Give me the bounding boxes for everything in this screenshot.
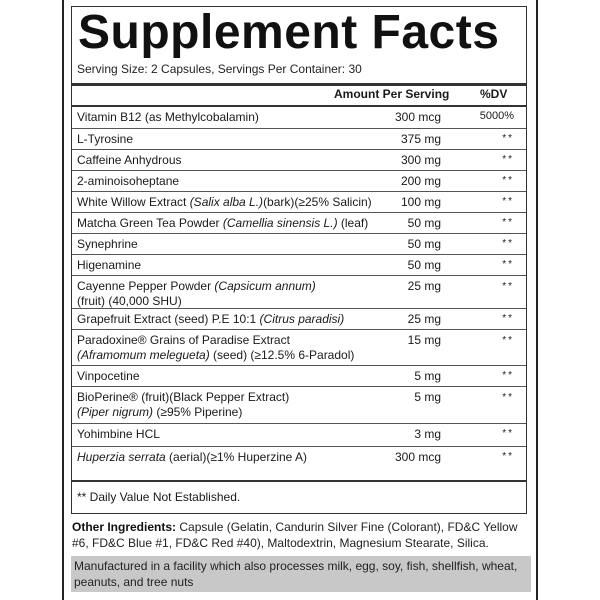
nutrient-name-text: Grapefruit Extract (seed) P.E 10:1 — [77, 312, 260, 326]
nutrient-name — [77, 132, 133, 147]
nutrient-row — [72, 386, 526, 424]
nutrient-daily-value: ** — [502, 259, 514, 270]
nutrient-daily-value: ** — [502, 133, 514, 144]
nutrient-name-text: Higenamine — [77, 258, 142, 272]
nutrient-amount: 200 mg — [400, 174, 441, 188]
nutrient-row — [72, 212, 526, 234]
nutrient-amount: 5 mg — [414, 369, 441, 383]
nutrient-row — [72, 170, 526, 192]
other-ingredients — [72, 519, 532, 551]
nutrient-name — [77, 312, 344, 327]
nutrient-row — [72, 149, 526, 171]
nutrient-daily-value: ** — [502, 238, 514, 249]
left-border-line — [62, 0, 64, 600]
nutrient-row — [72, 275, 526, 309]
nutrient-latin-name: Huperzia serrata — [77, 450, 166, 464]
nutrient-name — [77, 237, 138, 252]
nutrient-row — [72, 128, 526, 150]
supplement-facts-panel — [71, 6, 527, 514]
nutrient-latin-name: (Citrus paradisi) — [259, 312, 345, 326]
nutrient-name — [77, 369, 140, 384]
nutrient-latin-name-line2: (Piper nigrum) — [77, 405, 154, 419]
allergen-facility-notice: Manufactured in a facility which also processes milk, egg, soy, fish, shellfish, wheat, peanuts, and tree nuts — [71, 556, 531, 592]
nutrient-daily-value: ** — [502, 217, 514, 228]
nutrient-name — [77, 110, 259, 125]
nutrient-daily-value: ** — [502, 154, 514, 165]
thick-rule-top — [72, 83, 526, 86]
nutrient-daily-value: ** — [502, 392, 514, 403]
nutrient-name — [77, 174, 179, 189]
nutrient-name-text: BioPerine® (fruit)(Black Pepper Extract) — [77, 390, 290, 404]
nutrient-latin-name: (Salix alba L.) — [189, 195, 264, 209]
nutrient-row — [72, 254, 526, 276]
nutrient-latin-name: (Camellia sinensis L.) — [222, 216, 338, 230]
nutrient-name-text: 2-aminoisoheptane — [77, 174, 180, 188]
nutrient-name — [77, 390, 289, 420]
nutrient-row — [72, 365, 526, 387]
nutrient-amount: 50 mg — [407, 237, 441, 251]
nutrient-latin-name: (Capsicum annum) — [214, 279, 316, 293]
nutrient-amount: 375 mg — [400, 132, 441, 146]
nutrient-amount: 5 mg — [414, 390, 441, 404]
nutrient-name — [77, 279, 316, 309]
nutrient-name-text: White Willow Extract — [77, 195, 190, 209]
nutrient-name — [77, 450, 307, 465]
nutrient-row — [72, 233, 526, 255]
nutrient-name — [77, 195, 372, 210]
nutrient-name-suffix: (leaf) — [337, 216, 369, 230]
nutrient-name-suffix: (bark)(≥25% Salicin) — [263, 195, 372, 209]
nutrient-row — [72, 423, 526, 447]
nutrient-daily-value: ** — [502, 196, 514, 207]
nutrient-daily-value: 5000% — [479, 110, 514, 122]
nutrient-daily-value: ** — [502, 428, 514, 439]
nutrient-row — [72, 446, 526, 471]
nutrient-daily-value: ** — [502, 370, 514, 381]
nutrient-name — [77, 216, 368, 231]
other-ingredients-label: Other Ingredients: — [72, 520, 177, 534]
daily-value-footnote: ** Daily Value Not Established. — [77, 490, 241, 504]
nutrient-name-text: L-Tyrosine — [77, 132, 134, 146]
nutrient-daily-value: ** — [502, 313, 514, 324]
nutrient-amount: 25 mg — [407, 312, 441, 326]
nutrient-name-text: Cayenne Pepper Powder — [77, 279, 215, 293]
dv-header: %DV — [480, 87, 508, 101]
serving-info: Serving Size: 2 Capsules, Servings Per Container: 30 — [77, 62, 362, 76]
nutrient-name-text: Yohimbine HCL — [77, 427, 160, 441]
nutrient-name-line2: (≥95% Piperine) — [153, 405, 243, 419]
nutrient-amount: 300 mcg — [394, 110, 441, 124]
nutrient-name-text: Synephrine — [77, 237, 138, 251]
nutrient-amount: 300 mg — [400, 153, 441, 167]
nutrient-row — [72, 107, 526, 128]
nutrient-amount: 25 mg — [407, 279, 441, 293]
nutrient-daily-value: ** — [502, 335, 514, 346]
nutrient-amount: 50 mg — [407, 216, 441, 230]
nutrient-row — [72, 191, 526, 213]
nutrient-name — [77, 153, 182, 168]
nutrient-amount: 15 mg — [407, 333, 441, 347]
amount-header: Amount Per Serving — [334, 87, 450, 101]
other-ingredients-text: Capsule (Gelatin, Candurin Silver Fine (Colorant), FD&C Yellow #6, FD&C Blue #1, FD&C Red #40), Maltodextrin, Magnesium Stearate, Silica. — [72, 520, 518, 550]
nutrient-daily-value: ** — [502, 281, 514, 292]
nutrient-name-text: Paradoxine® Grains of Paradise Extract — [77, 333, 290, 347]
nutrient-name-line2: (seed) (≥12.5% 6-Paradol) — [209, 348, 355, 362]
nutrient-name-text: Vitamin B12 (as Methylcobalamin) — [77, 110, 259, 124]
nutrient-daily-value: ** — [502, 175, 514, 186]
nutrient-name-suffix: (aerial)(≥1% Huperzine A) — [165, 450, 308, 464]
nutrient-name-text: Matcha Green Tea Powder — [77, 216, 223, 230]
nutrient-amount: 3 mg — [414, 427, 441, 441]
nutrient-daily-value: ** — [502, 451, 514, 462]
table-bottom-rule — [72, 480, 526, 482]
nutrient-name — [77, 333, 354, 363]
nutrient-name — [77, 427, 160, 442]
panel-title: Supplement Facts — [78, 6, 500, 59]
nutrient-amount: 50 mg — [407, 258, 441, 272]
right-border-line — [536, 0, 538, 600]
nutrient-name — [77, 258, 141, 273]
nutrient-table — [72, 107, 526, 480]
nutrient-latin-name-line2: (Aframomum melegueta) — [77, 348, 210, 362]
nutrient-name-text: Vinpocetine — [77, 369, 140, 383]
nutrient-name-line2: (fruit) (40,000 SHU) — [77, 294, 182, 308]
nutrient-amount: 100 mg — [400, 195, 441, 209]
nutrient-name-text: Caffeine Anhydrous — [77, 153, 182, 167]
nutrient-row — [72, 329, 526, 366]
nutrient-row — [72, 308, 526, 330]
nutrient-amount: 300 mcg — [394, 450, 441, 464]
